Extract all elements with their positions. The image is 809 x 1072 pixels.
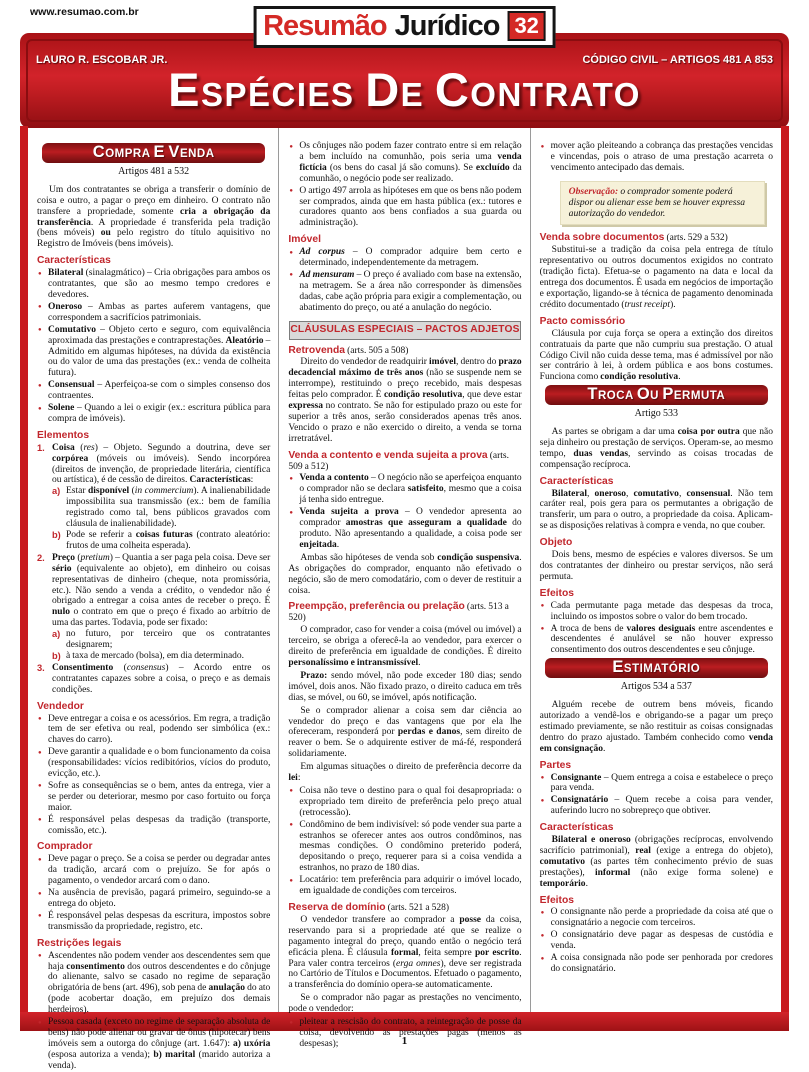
bullet-list [540,601,773,657]
bullet-list [288,786,521,897]
subsection-heading: Características [37,255,111,267]
bullet-item: ● Consignatário – Quem recebe a coisa para vender, auferindo lucro no sobrepreço que obtiver. [551,795,773,817]
bullet-item: ● Bilateral (sinalagmático) – Cria obrigações para ambos os contratantes, que são ao mesmo tempo credores e devedores. [48,268,270,301]
letter-item: a) Estar disponível (in commercium). A inalienabilidade impossibilita sua transmissão (ex.: bem de família registrado como tal, bens públicos gravados com cláusula de inalienabilidade). [52,486,271,530]
paragraph: Bilateral e oneroso (obrigações recíprocas, envolvendo sacrifício patrimonial), real (exige a entrega do objeto), comutativo (as partes têm conhecimento prévio de suas prestações), informal (não exige forma solene) e temporário. [539,835,773,889]
letter-item: b) à taxa de mercado (bolsa), em dia determinado. [52,650,245,661]
subsection-heading: Objeto [539,537,573,549]
bullet-item: ● Sofre as consequências se o bem, antes da entrega, vier a se perder ou deteriorar, mesmo por caso fortuito ou força maior. [48,781,270,814]
clause-heading: Retrovenda (arts. 505 a 508) [288,344,409,356]
masthead-inner-border [26,39,783,122]
subsection-heading: Características [539,475,614,487]
bullet-item: ● O consignatário deve pagar as despesas de custódia e venda. [551,930,773,952]
bullet-list [288,141,521,229]
clause-heading: Reserva de domínio (arts. 521 a 528) [288,902,450,913]
column-2 [278,128,529,1049]
bullet-list [540,141,773,174]
subsection-heading: Imóvel [288,234,321,246]
observation-note: Observação: o comprador somente poderá dispor ou alienar esse bem se houver expressa autorização do vendedor. [560,181,765,226]
bullet-item: ● Ascendentes não podem vender aos descendentes sem que haja consentimento dos outros descendentes e do cônjuge do alienante, salvo se casado no regime de separação obrigatória de bens (art. 496), sob pena de anulação do ato (pode acobertar doação, em prejuízo dos demais herdeiros). [48,951,270,1016]
subsection-heading: Efeitos [539,894,574,906]
logo-word-resumao: Resumão [263,10,387,42]
column-3 [530,128,781,1012]
bullet-item: ● Deve garantir a qualidade e o bom funcionamento da coisa (responsabilidades: vícios redibitórios, vícios do produto, evicção, etc.). [48,747,270,780]
bullet-list [540,773,773,818]
bullet-list [37,268,270,425]
numbered-item: 3. Consentimento (consensus) – Acordo entre os contratantes capazes sobre a coisa, o preço e as demais condições. [37,662,271,695]
bullet-item: ● pleitear a rescisão do contrato, a reintegração de posse da coisa, devolvendo as prestações pagas (menos as despesas); [299,1017,521,1050]
paragraph: O vendedor transfere ao comprador a posse da coisa, reservando para si a propriedade até que se realize o pagamento integral do preço, quando então o negócio terá eficácia plena. É cláusula formal, feita sempre por escrito. Para valer contra terceiros (erga omnes), deve ser registrada no Cartório de Títulos e Documentos. Efetuado o pagamento, a transferência do domínio opera-se automaticamente. [288,914,522,991]
numbered-item: 1. Coisa (res) – Objeto. Segundo a doutrina, deve ser corpórea (móveis ou imóveis). Sendo incorpórea (direitos de invenção, de propriedade literária, científica ou artística), é de cessão de direitos. Características: a) Estar disponível (in commercium). A inalienabilidade impossibilita sua transmissão (ex.: bem de família registrado como tal, bens públicos gravados com cláusula de inalienabilidade). b) Pode se referir a coisas futuras (contrato aleatório: frutos de uma colheita esperada). [37,442,271,551]
page-title: ESPÉCIES DE CONTRATO [168,63,641,116]
bullet-item: ● Cada permutante paga metade das despesas da troca, incluindo os impostos sobre o valor do bem trocado. [551,601,773,623]
subsection-heading: Elementos [37,429,90,441]
paragraph: Alguém recebe de outrem bens móveis, ficando autorizado a vendê-los e obrigando-se a pagar um preço estimado previamente, se não restituir as coisas consignadas dentro do prazo ajustado. Também conhecido como venda em consignação. [539,700,773,754]
bullet-item: ● Coisa não teve o destino para o qual foi desapropriada: o expropriado tem direito de preferência pelo preço atual (retrocessão). [299,786,521,819]
subsection-heading: Comprador [37,841,93,853]
bullet-item: ● Ad corpus – O comprador adquire bem certo e determinado, independentemente da metragem. [299,247,521,269]
subsection-heading: Vendedor [37,700,84,712]
bullet-item: ● A troca de bens de valores desiguais entre ascendentes e descendentes é anulável se não houver expresso consentimento dos outros descendentes e seu cônjuge. [551,624,773,657]
subsection-heading: Características [539,822,614,834]
paragraph: O comprador, caso for vender a coisa (móvel ou imóvel) a terceiro, se obriga a oferecê-la ao vendedor, para exercer o direito de preferência em igualdade de condições. É direito personalíssimo e intransmissível. [288,625,522,668]
section-articles: Artigos 534 a 537 [620,681,692,693]
bullet-item: ● Ad mensuram – O preço é avaliado com base na extensão, na metragem. Se a área não corresponder às dimensões dadas, cabe ação própria para exigir a complementação, ou abatimento do preço, ou até a anulação do negócio. [299,270,521,314]
bullet-list [288,473,521,550]
bullet-item: ● O consignante não perde a propriedade da coisa até que o consignatário a negocie com terceiros. [551,907,773,929]
bullet-item: ● mover ação pleiteando a cobrança das prestações vencidas e vincendas, pois o atraso de uma prestação acarreta o vencimento antecipado das demais. [551,141,773,174]
paragraph: Dois bens, mesmo de espécies e valores diversos. Se um dos contratantes der dinheiro ou prestar serviços, não será permuta. [539,550,773,582]
bullet-item: ● Venda sujeita a prova – O vendedor apresenta ao comprador amostras que asseguram a qualidade do produto. Não apresentando a qualidade, a coisa pode ser enjeitada. [299,507,521,551]
gray-section-header: CLÁUSULAS ESPECIAIS – PACTOS ADJETOS [289,321,520,340]
numbered-item: 2. Preço (pretium) – Quantia a ser paga pela coisa. Deve ser sério (equivalente ao objeto), em dinheiro ou coisas representativas de dinheiro (cheque, nota promissória, etc.). Não sendo a venda a crédito, o vendedor não é obrigado a entregar a coisa antes de receber o preço. É nulo o contrato em que o preço é fixado ao arbítrio de uma das partes. Todavia, pode ser fixado: a) no futuro, por terceiro que os contratantes designarem; b) à taxa de mercado (bolsa), em dia determinado. [37,552,271,661]
bullet-item: ● Condômino de bem indivisível: só pode vender sua parte a estranhos se oferecer antes aos outros condôminos, nas mesmas condições. O condômino preterido poderá, depositando o preço, requerer para si a coisa vendida a estranhos, no prazo de 180 dias. [299,820,521,875]
right-red-border [781,126,789,1014]
bullet-item: ● Pessoa casada (exceto no regime de separação absoluta de bens) não pode alienar ou gravar de ônus (hipotecar) bens imóveis sem a outorga do cônjuge (art. 1.647): a) uxória (esposa autoriza a venda); b) marital (marido autoriza a venda). [48,1017,270,1072]
paragraph: Ambas são hipóteses de venda sob condição suspensiva. As obrigações do comprador, enquanto não efetivado o negócio, são de mero comodatário, com o dever de restituir a coisa. [288,552,522,596]
bullet-list [540,907,773,974]
bullet-item: ● Consensual – Aperfeiçoa-se com o simples consenso dos contraentes. [48,380,270,402]
paragraph: As partes se obrigam a dar uma coisa por outra que não seja dinheiro ou prestação de serviços. Operam-se, ao mesmo tempo, duas vendas, servindo as coisas trocadas de compensação recíproca. [539,427,773,470]
letter-item: a) no futuro, por terceiro que os contratantes designarem; [52,629,271,651]
bullet-list [288,1017,521,1050]
bullet-list [288,247,521,313]
bullet-item: ● Deve entregar a coisa e os acessórios. Em regra, a tradição tem de ser efetiva ou real, podendo ser simbólica (ex.: chaves do carro). [48,714,270,747]
site-url: www.resumao.com.br [30,6,139,18]
paragraph: Substitui-se a tradição da coisa pela entrega de título representativo ou outros documentos exigidos no contrato (tradição ficta). Efetua-se o pagamento na data e local da entrega dos documentos. É usada em negócios de importação e exportação, ligando-se à técnica de pagamento denominada crédito documentado (trust receipt). [539,245,773,310]
bullet-item: ● É responsável pelas despesas da tradição (transporte, comissão, etc.). [48,815,270,837]
letter-item: b) Pode se referir a coisas futuras (contrato aleatório: frutos de uma colheita esperada). [52,530,271,551]
subsection-heading: Partes [539,759,572,771]
paragraph: Bilateral, oneroso, comutativo, consensual. Não tem caráter real, pois gera para os permutantes a obrigação de transferir, um para o outro, a propriedade da coisa. Aplicam-se as disposições relativas à compra e venda, no que couber. [539,488,773,532]
clause-heading: Pacto comissório [539,315,626,327]
bullet-item: ● Na ausência de previsão, pagará primeiro, seguindo-se a entrega do objeto. [48,888,270,910]
bullet-item: ● Oneroso – Ambas as partes auferem vantagens, que correspondem a sacrifícios patrimoniais. [48,302,270,324]
issue-number-badge: 32 [507,11,545,41]
bullet-item: ● É responsável pelas despesas da escritura, impostos sobre transmissão da propriedade, registro, etc. [48,911,270,933]
section-articles: Artigos 481 a 532 [118,165,190,177]
clause-heading: Preempção, preferência ou prelação (arts. 513 a 520) [288,601,509,624]
clause-heading: Venda sobre documentos (arts. 529 a 532) [539,232,728,244]
bullet-item: ● Comutativo – Objeto certo e seguro, com equivalência aproximada das prestações e contraprestações. Aleatório – Admitido em algumas hipóteses, na dúvida da existência ou do valor de uma das prestações (ex.: venda de colheita futura). [48,325,270,380]
paragraph: Cláusula por cuja força se opera a extinção dos direitos contratuais da parte que não cumpriu sua prestação. O atual Código Civil não cuida desse tema, mas é admissível por não ser contrário à lei, à ordem pública e aos bons costumes. Funciona como condição resolutiva. [539,328,773,383]
bullet-list [37,854,270,932]
edition-info: CÓDIGO CIVIL – ARTIGOS 481 A 853 [582,54,773,66]
numbered-list [37,443,270,696]
bullet-item: ● A coisa consignada não pode ser penhorada por credores do consignatário. [551,953,773,975]
left-red-border [20,126,28,1014]
bullet-item: ● Deve pagar o preço. Se a coisa se perder ou degradar antes da tradição, arcará com o prejuízo. Se for após o pagamento, o vendedor arcará com o dano. [48,854,270,887]
paragraph: Direito do vendedor de readquirir imóvel, dentro do prazo decadencial máximo de três anos (não se suspende nem se interrompe), restituindo o preço recebido, mais despesas feitas pelo comprador. É condição resolutiva, que deve estar expressa no contrato. Se não for estipulado prazo ou este for superior a três anos, serão considerados apenas três anos. Vencido o prazo e não exercido o direito, a venda se torna irretratável. [288,357,522,444]
bullet-item: ● O artigo 497 arrola as hipóteses em que os bens não podem ser comprados, ainda que em hasta pública (ex.: tutores e curadores quanto aos bens confiados a sua guarda ou administração). [299,186,521,230]
subsection-heading: Restrições legais [37,937,122,949]
section-articles: Artigo 533 [634,408,678,420]
resumao-juridico-logo [253,6,556,48]
content-columns [28,128,781,1071]
clause-heading: Venda a contento e venda sujeita a prova (arts. 509 a 512) [288,449,509,472]
subsection-heading: Efeitos [539,587,574,599]
section-header: COMPRA E VENDA [42,143,265,163]
bullet-item: ● Solene – Quando a lei o exigir (ex.: escritura pública para compra de imóveis). [48,403,270,425]
bullet-item: ● Venda a contento – O negócio não se aperfeiçoa enquanto o comprador não se declara satisfeito, mesmo que a coisa já tenha sido entregue. [299,473,521,506]
paragraph: Um dos contratantes se obriga a transferir o domínio de coisa e outro, a pagar o preço em dinheiro. O contrato não transfere a propriedade, somente cria a obrigação da transferência. A propriedade é transferida pela tradição (bens móveis) ou pelo registro do título aquisitivo no Registro de Imóveis (bens imóveis). [37,184,271,250]
paragraph: Se o comprador alienar a coisa sem dar ciência ao vendedor do preço e das vantagens que por ela lhe ofereceram, responderá por perdas e danos, sem direito de reaver o bem. Se o adquirente estiver de má-fé, responderá solidariamente. [288,705,522,760]
bullet-item: ● Os cônjuges não podem fazer contrato entre si em relação a bem incluído na comunhão, pois seria uma venda fictícia (os bens do casal já são comuns). Se excluído da comunhão, o negócio pode ser realizado. [299,141,521,185]
section-header: ESTIMATÓRIO [545,658,768,678]
column-1 [28,128,278,1071]
paragraph: Em algumas situações o direito de preferência decorre da lei: [288,762,522,784]
bullet-item: ● Consignante – Quem entrega a coisa e estabelece o preço para venda. [551,773,773,795]
paragraph: Se o comprador não pagar as prestações no vencimento, pode o vendedor: [288,993,522,1015]
author-name: LAURO R. ESCOBAR JR. [36,54,168,66]
bullet-list [37,951,270,1072]
section-header: TROCA OU PERMUTA [545,385,768,405]
bullet-item: ● Locatário: tem preferência para adquirir o imóvel locado, em igualdade de condições com terceiros. [299,875,521,897]
paragraph: Prazo: sendo móvel, não pode exceder 180 dias; sendo imóvel, dois anos. Não fixado prazo, o direito caduca em três dias, se móvel, ou 60, se imóvel, após notificação. [288,670,522,703]
logo-word-juridico: Jurídico [394,10,500,42]
bullet-list [37,714,270,837]
page-number: 1 [401,1035,408,1047]
